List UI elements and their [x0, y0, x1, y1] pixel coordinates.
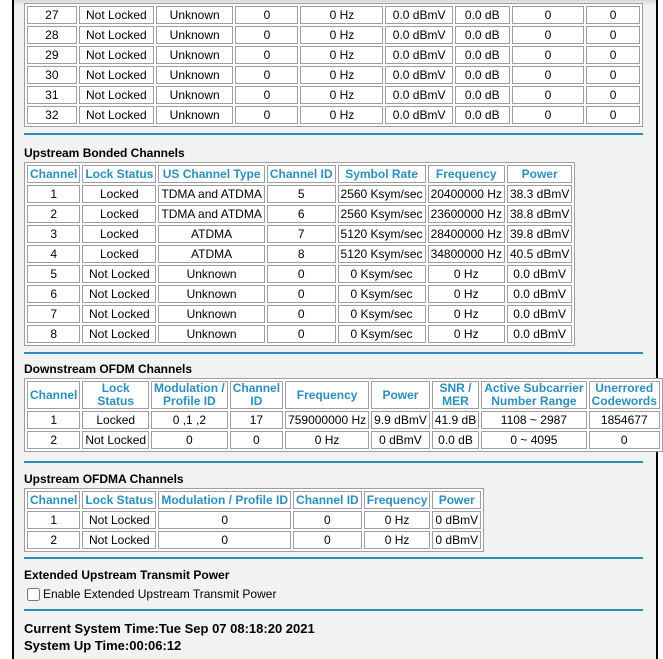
column-header — [151, 381, 228, 409]
table-cell: 0 Ksym/sec — [338, 305, 426, 323]
column-header: Channel ID — [267, 165, 336, 183]
upstream-bonded-title: Upstream Bonded Channels — [24, 146, 185, 160]
column-header-line: Channel — [232, 381, 281, 395]
header-row — [27, 165, 572, 183]
table-cell: 0.0 dB — [455, 106, 510, 124]
table-cell: 0 Ksym/sec — [338, 325, 426, 343]
table-cell: 0 Hz — [428, 265, 505, 283]
table-cell: 2 — [27, 205, 80, 223]
table-cell: Unknown — [156, 106, 233, 124]
table-cell: Not Locked — [82, 285, 156, 303]
table-cell: 0.0 dB — [455, 6, 510, 24]
table-cell: Unknown — [156, 86, 233, 104]
table-cell: 3 — [27, 225, 80, 243]
downstream-ofdm-title: Downstream OFDM Channels — [24, 362, 193, 376]
table-cell: ATDMA — [158, 245, 264, 263]
table-cell: 0 — [586, 86, 640, 104]
table-cell: 0 ~ 4095 — [481, 431, 586, 449]
column-header — [432, 381, 479, 409]
table-cell: Unknown — [158, 325, 264, 343]
table-cell: 41.9 dB — [432, 411, 479, 429]
column-header: Modulation / Profile ID — [158, 491, 291, 509]
table-cell: 0 — [512, 26, 584, 44]
table-cell: Unknown — [158, 265, 264, 283]
table-cell: 0 — [267, 325, 336, 343]
column-header: Lock Status — [82, 491, 156, 509]
table-cell: Locked — [82, 225, 156, 243]
table-cell: 20400000 Hz — [428, 185, 505, 203]
table-cell: 7 — [27, 305, 80, 323]
table-cell: 0 — [586, 26, 640, 44]
table-cell: 1 — [27, 411, 80, 429]
table-cell: 29 — [27, 46, 77, 64]
table-cell: 0.0 dB — [455, 66, 510, 84]
table-cell: 38.8 dBmV — [507, 205, 572, 223]
column-header — [589, 381, 660, 409]
table-row — [27, 285, 572, 303]
table-cell: 0.0 dB — [455, 26, 510, 44]
table-cell: 0 — [267, 285, 336, 303]
table-row — [27, 106, 640, 124]
table-row — [27, 26, 640, 44]
table-cell: 0 Hz — [364, 511, 431, 529]
table-cell: 0 — [267, 305, 336, 323]
column-header: Frequency — [364, 491, 431, 509]
column-header-line: Frequency — [296, 387, 358, 402]
column-header — [371, 381, 430, 409]
table-cell: ATDMA — [158, 225, 264, 243]
table-row — [27, 305, 572, 323]
column-header: Frequency — [428, 165, 505, 183]
table-cell: 0 — [589, 431, 660, 449]
table-cell: 5 — [267, 185, 336, 203]
table-cell: 0 Hz — [428, 325, 505, 343]
column-header-line: Channel — [30, 387, 78, 402]
table-cell: 0 Hz — [428, 305, 505, 323]
table-cell: 0 — [512, 6, 584, 24]
column-header: Channel ID — [293, 491, 362, 509]
system-up-time: System Up Time:00:06:12 — [24, 638, 182, 653]
table-cell: 0 — [267, 265, 336, 283]
column-header-line: Status — [97, 394, 135, 408]
table-cell: 0.0 dBmV — [385, 6, 452, 24]
extended-power-checkbox[interactable] — [27, 588, 40, 601]
table-cell: 0 Hz — [285, 431, 369, 449]
column-header — [481, 381, 586, 409]
table-row — [27, 245, 572, 263]
column-header-line: Active Subcarrier — [484, 381, 584, 395]
table-cell: Not Locked — [82, 511, 156, 529]
table-cell: 0 — [512, 106, 584, 124]
table-cell: Unknown — [156, 46, 233, 64]
table-cell: 17 — [230, 411, 283, 429]
table-cell: 1108 ~ 2987 — [481, 411, 586, 429]
column-header-line: Number Range — [491, 394, 577, 408]
column-header — [230, 381, 283, 409]
downstream-bonded-table — [24, 3, 643, 127]
table-cell: 0 Hz — [300, 6, 383, 24]
table-cell: Unknown — [156, 26, 233, 44]
table-row — [27, 431, 660, 449]
extended-power-label: Enable Extended Upstream Transmit Power — [43, 587, 277, 601]
table-cell: 0.0 dB — [455, 46, 510, 64]
downstream-ofdm-table — [24, 378, 663, 452]
table-cell: 0 — [158, 531, 291, 549]
table-cell: 40.5 dBmV — [507, 245, 572, 263]
extended-power-title: Extended Upstream Transmit Power — [24, 568, 230, 582]
column-header-line: Profile ID — [163, 394, 216, 408]
table-cell: 30 — [27, 66, 77, 84]
table-cell: 0 — [230, 431, 283, 449]
column-header-line: Modulation / — [154, 381, 225, 395]
table-cell: Not Locked — [79, 26, 154, 44]
table-cell: 0 dBmV — [432, 511, 481, 529]
table-cell: 7 — [267, 225, 336, 243]
table-cell: 0 Hz — [300, 26, 383, 44]
table-cell: 0.0 dB — [432, 431, 479, 449]
table-cell: Locked — [82, 185, 156, 203]
column-header: Lock Status — [82, 165, 156, 183]
table-cell: 6 — [267, 205, 336, 223]
table-cell: Not Locked — [79, 106, 154, 124]
table-cell: 32 — [27, 106, 77, 124]
table-cell: 5 — [27, 265, 80, 283]
column-header — [82, 381, 149, 409]
section-divider — [24, 557, 643, 559]
section-divider — [24, 609, 643, 611]
table-cell: 23600000 Hz — [428, 205, 505, 223]
column-header: Power — [507, 165, 572, 183]
table-row — [27, 185, 572, 203]
table-cell: 2560 Ksym/sec — [338, 185, 426, 203]
table-cell: 0 — [293, 531, 362, 549]
table-cell: 0 — [293, 511, 362, 529]
table-cell: Not Locked — [79, 86, 154, 104]
column-header-line: ID — [250, 394, 263, 408]
table-cell: 0 Ksym/sec — [338, 285, 426, 303]
table-cell: 2 — [27, 431, 80, 449]
table-row — [27, 265, 572, 283]
table-cell: 0 Ksym/sec — [338, 265, 426, 283]
table-row — [27, 511, 481, 529]
table-cell: 2560 Ksym/sec — [338, 205, 426, 223]
table-row — [27, 325, 572, 343]
table-cell: Unknown — [156, 66, 233, 84]
table-cell: Not Locked — [82, 531, 156, 549]
table-cell: Not Locked — [82, 431, 149, 449]
table-cell: 0 — [586, 66, 640, 84]
table-cell: 28 — [27, 26, 77, 44]
table-cell: 0 — [235, 66, 298, 84]
table-cell: 9.9 dBmV — [371, 411, 430, 429]
table-cell: 0 — [235, 6, 298, 24]
table-cell: 0.0 dBmV — [507, 285, 572, 303]
table-cell: 0 — [512, 66, 584, 84]
table-row — [27, 531, 481, 549]
table-cell: 0 — [586, 106, 640, 124]
header-row — [27, 491, 481, 509]
table-cell: Unknown — [156, 6, 233, 24]
column-header-line: Lock — [101, 381, 130, 395]
column-header-line: Power — [382, 387, 419, 402]
table-cell: 0 Hz — [364, 531, 431, 549]
section-divider — [24, 133, 643, 135]
table-cell: 28400000 Hz — [428, 225, 505, 243]
table-cell: 0.0 dBmV — [385, 86, 452, 104]
table-row — [27, 205, 572, 223]
table-cell: 27 — [27, 6, 77, 24]
table-cell: 0 — [235, 86, 298, 104]
table-row — [27, 66, 640, 84]
table-cell: 5120 Ksym/sec — [338, 225, 426, 243]
column-header: Channel — [27, 165, 80, 183]
table-cell: 34800000 Hz — [428, 245, 505, 263]
table-cell: 8 — [27, 325, 80, 343]
column-header: Power — [432, 491, 481, 509]
table-cell: 4 — [27, 245, 80, 263]
table-cell: 0 Hz — [300, 46, 383, 64]
table-cell: 0 Hz — [300, 106, 383, 124]
upstream-ofdma-table — [24, 488, 484, 552]
table-cell: Locked — [82, 411, 149, 429]
table-cell: 39.8 dBmV — [507, 225, 572, 243]
table-row — [27, 86, 640, 104]
column-header — [27, 381, 80, 409]
table-cell: 0.0 dBmV — [385, 106, 452, 124]
table-cell: 5120 Ksym/sec — [338, 245, 426, 263]
section-divider — [24, 461, 643, 463]
column-header-line: MER — [442, 394, 469, 408]
table-cell: 0 — [512, 46, 584, 64]
table-cell: 0.0 dBmV — [385, 66, 452, 84]
table-cell: 0 — [586, 46, 640, 64]
table-cell: 8 — [267, 245, 336, 263]
table-cell: 759000000 Hz — [285, 411, 369, 429]
table-cell: Locked — [82, 205, 156, 223]
table-cell: 0 Hz — [300, 86, 383, 104]
table-cell: TDMA and ATDMA — [158, 185, 264, 203]
upstream-bonded-table — [24, 162, 575, 346]
table-cell: 2 — [27, 531, 80, 549]
page-frame — [12, 0, 658, 659]
table-cell: Not Locked — [82, 325, 156, 343]
table-cell: Unknown — [158, 305, 264, 323]
table-cell: 1854677 — [589, 411, 660, 429]
table-cell: 31 — [27, 86, 77, 104]
column-header: Symbol Rate — [338, 165, 426, 183]
table-cell: Not Locked — [79, 6, 154, 24]
table-cell: 6 — [27, 285, 80, 303]
table-cell: 0 dBmV — [432, 531, 481, 549]
table-row — [27, 225, 572, 243]
table-cell: Not Locked — [82, 305, 156, 323]
table-cell: Not Locked — [79, 66, 154, 84]
table-row — [27, 46, 640, 64]
column-header — [285, 381, 369, 409]
table-cell: 0.0 dBmV — [385, 46, 452, 64]
table-row — [27, 6, 640, 24]
table-cell: 0 — [235, 46, 298, 64]
table-cell: 0 — [512, 86, 584, 104]
table-cell: 0 — [235, 106, 298, 124]
column-header-line: SNR / — [439, 381, 472, 395]
table-cell: 0 — [151, 431, 228, 449]
table-cell: Locked — [82, 245, 156, 263]
table-cell: 0.0 dB — [455, 86, 510, 104]
table-cell: 38.3 dBmV — [507, 185, 572, 203]
table-cell: 1 — [27, 185, 80, 203]
table-cell: TDMA and ATDMA — [158, 205, 264, 223]
table-cell: 1 — [27, 511, 80, 529]
table-cell: Not Locked — [82, 265, 156, 283]
table-cell: 0 ,1 ,2 — [151, 411, 228, 429]
table-cell: 0.0 dBmV — [507, 325, 572, 343]
table-cell: 0 — [158, 511, 291, 529]
column-header-line: Unerrored — [595, 381, 654, 395]
table-cell: 0 — [586, 6, 640, 24]
table-cell: 0.0 dBmV — [507, 305, 572, 323]
table-cell: 0 dBmV — [371, 431, 430, 449]
table-cell: 0 — [235, 26, 298, 44]
table-cell: Unknown — [158, 285, 264, 303]
table-cell: 0.0 dBmV — [385, 26, 452, 44]
section-divider — [24, 352, 643, 354]
header-row — [27, 381, 660, 409]
table-cell: 0 Hz — [428, 285, 505, 303]
column-header: Channel — [27, 491, 80, 509]
current-system-time: Current System Time:Tue Sep 07 08:18:20 2021 — [24, 621, 315, 636]
table-cell: Not Locked — [79, 46, 154, 64]
upstream-ofdma-title: Upstream OFDMA Channels — [24, 472, 184, 486]
table-cell: 0 Hz — [300, 66, 383, 84]
table-row — [27, 411, 660, 429]
table-cell: 0.0 dBmV — [507, 265, 572, 283]
column-header: US Channel Type — [158, 165, 264, 183]
extended-power-option[interactable] — [27, 587, 276, 601]
column-header-line: Codewords — [591, 394, 657, 408]
